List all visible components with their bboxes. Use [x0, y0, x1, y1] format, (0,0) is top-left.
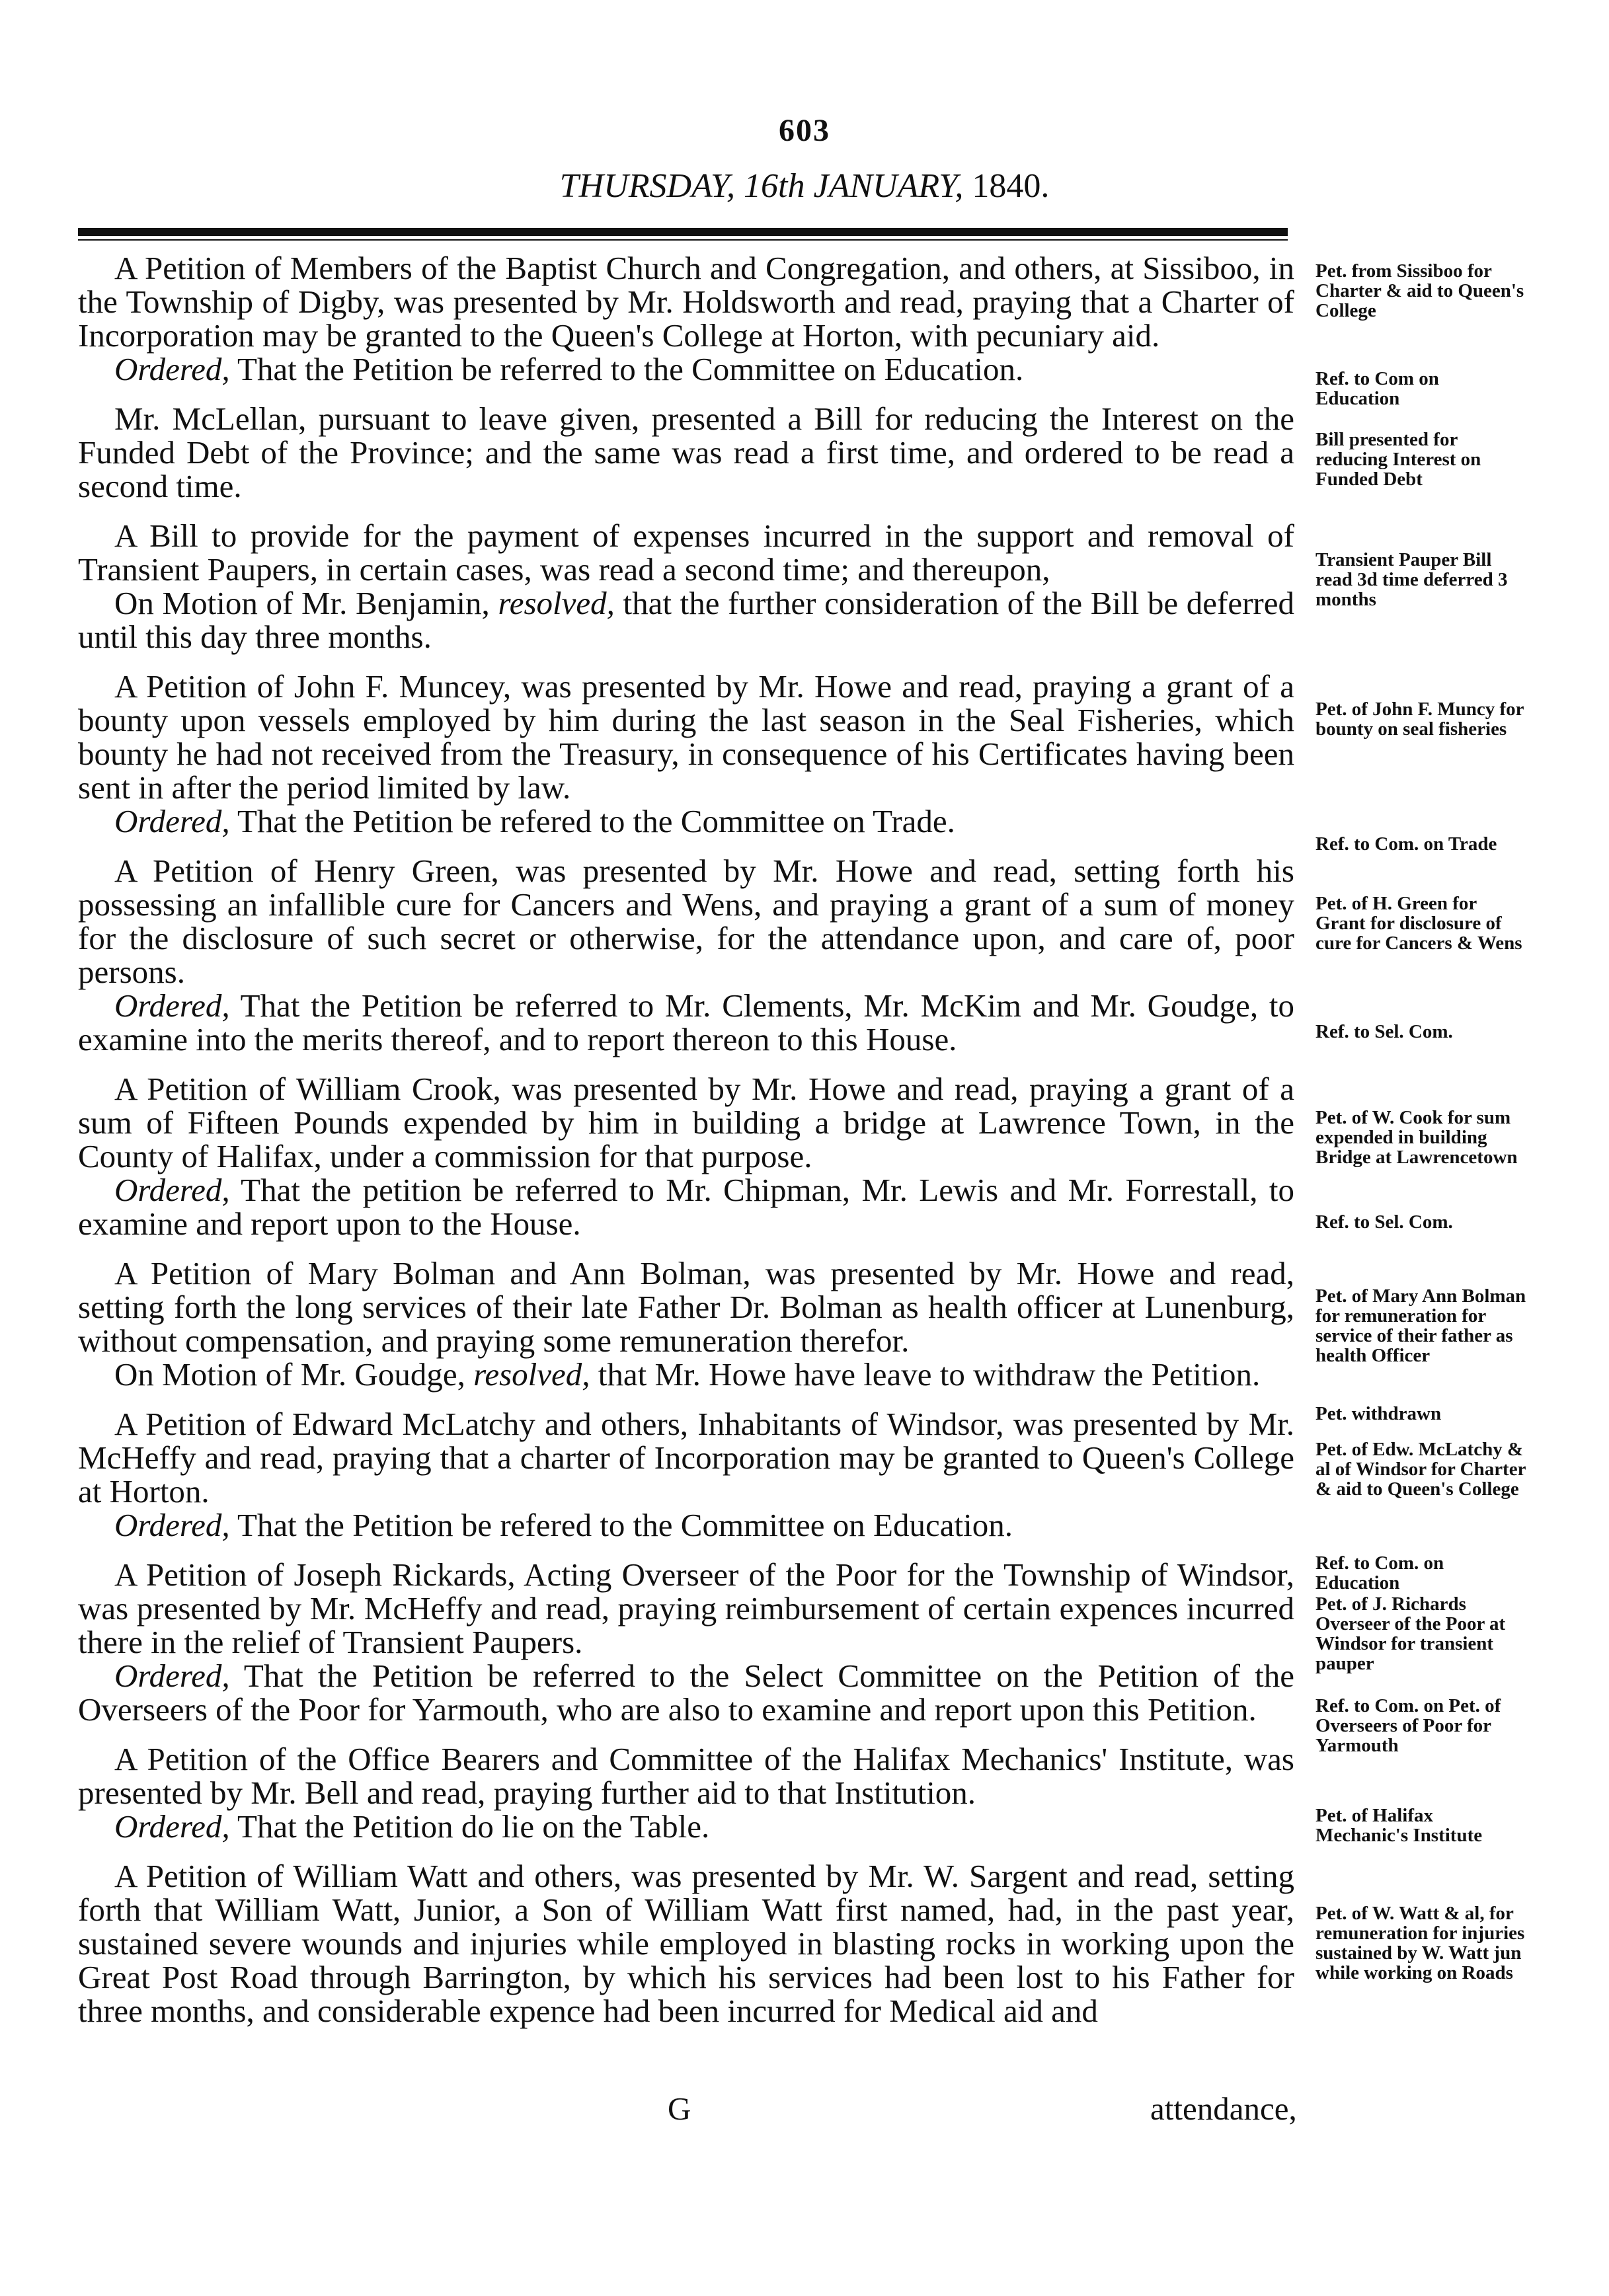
entry-text: A Petition of Edward McLatchy and others, Inhabitants of Windsor, was presented by Mr. McHeffy and read, praying that a charter of Incorporation may be granted to Queen's College at Horton. — [78, 1406, 1294, 1510]
main-text — [78, 251, 1294, 2044]
order-italic: resolved, — [498, 585, 615, 621]
entry — [78, 251, 1294, 386]
order-text: That the petition be referred to Mr. Chipman, Mr. Lewis and Mr. Forrestall, to examine and report upon to the House. — [78, 1172, 1294, 1242]
entry — [78, 1742, 1294, 1843]
entry — [78, 519, 1294, 654]
page-date — [0, 167, 1609, 206]
order-italic: resolved, — [473, 1356, 590, 1393]
order-text: That the Petition do lie on the Table. — [229, 1808, 710, 1845]
header-rule-thin — [78, 239, 1288, 241]
entry-text: A Petition of Henry Green, was presented by Mr. Howe and read, setting forth his possessing an infallible cure for Cancers and Wens, and praying a grant of a sum of money for the disclosure of such secret or otherwise, for the attendance upon, and care of, poor persons. — [78, 853, 1294, 990]
entry-text: Mr. McLellan, pursuant to leave given, presented a Bill for reducing the Interest on the Funded Debt of the Province; and the same was read a first time, and ordered to be read a second time. — [78, 401, 1294, 504]
margin-note: Pet. of J. Richards Overseer of the Poor at Windsor for transient pauper — [1315, 1593, 1506, 1674]
margin-note: Pet. of John F. Muncy for bounty on seal fisheries — [1315, 699, 1524, 740]
entry — [78, 1072, 1294, 1241]
order-lead: Ordered, — [114, 1658, 230, 1694]
entry-order — [78, 804, 1294, 838]
entry-order — [78, 1810, 1294, 1843]
date-year: 1840. — [972, 167, 1050, 205]
entry — [78, 402, 1294, 503]
order-lead: Ordered, — [114, 1172, 230, 1208]
entry-text: A Petition of Members of the Baptist Church and Congregation, and others, at Sissiboo, in the Township of Digby, was presented by Mr. Holdsworth and read, praying that a Charter of Incorporation may be granted to the Queen's College at Horton, with pecuniary aid. — [78, 250, 1294, 354]
entry — [78, 1256, 1294, 1391]
order-lead: Ordered, — [114, 1808, 230, 1845]
entry-order — [78, 1508, 1294, 1542]
entry — [78, 1407, 1294, 1542]
margin-note: Bill presented for reducing Interest on Funded Debt — [1315, 429, 1481, 490]
entry-order — [78, 586, 1294, 654]
entry — [78, 670, 1294, 838]
margin-note: Pet. withdrawn — [1315, 1403, 1442, 1424]
entry — [78, 854, 1294, 1056]
order-lead: Ordered, — [114, 351, 230, 387]
order-text: that the further consideration of the Bill be deferred until this day three months. — [78, 585, 1294, 655]
entry-order — [78, 989, 1294, 1056]
order-lead: On Motion of Mr. Benjamin, — [114, 585, 490, 621]
margin-note: Pet. of H. Green for Grant for disclosure of cure for Cancers & Wens — [1315, 893, 1522, 954]
entry-text: A Petition of William Watt and others, was presented by Mr. W. Sargent and read, setting forth that William Watt, Junior, a Son of William Watt first named, had, in the past year, sustained severe wounds and injuries while employed in blasting rocks in working upon the Great Post Road through Barrington, by which his services had been lost to his Father for three months, and considerable expence had been incurred for Medical aid and — [78, 1858, 1294, 2029]
order-text: That the Petition be refered to the Committee on Education. — [229, 1507, 1013, 1543]
order-text: That the Petition be referred to the Select Committee on the Petition of the Overseers of the Poor for Yarmouth, who are also to examine and report upon this Petition. — [78, 1658, 1294, 1728]
entry-text: A Petition of Joseph Rickards, Acting Overseer of the Poor for the Township of Windsor, was presented by Mr. McHeffy and read, praying reimbursement of certain expences incurred there in the relief of Transient Paupers. — [78, 1556, 1294, 1660]
margin-note: Ref. to Sel. Com. — [1315, 1021, 1453, 1042]
entry-order — [78, 352, 1294, 386]
margin-note: Ref. to Com on Education — [1315, 368, 1439, 409]
header-rule — [78, 228, 1288, 236]
page-number: 603 — [779, 113, 830, 148]
entry-text: A Bill to provide for the payment of expenses incurred in the support and removal of Transient Paupers, in certain cases, was read a second time; and thereupon, — [78, 517, 1294, 588]
entry — [78, 1558, 1294, 1726]
date-day: THURSDAY, 16th JANUARY, — [559, 167, 964, 205]
margin-note: Ref. to Com. on Education — [1315, 1552, 1444, 1593]
margin-note: Ref. to Com. on Trade — [1315, 833, 1497, 855]
entry-order — [78, 1659, 1294, 1726]
entry-text: A Petition of William Crook, was presented by Mr. Howe and read, praying a grant of a sum of Fifteen Pounds expended by him in building a bridge at Lawrence Town, in the County of Halifax, under a commission for that purpose. — [78, 1071, 1294, 1174]
order-lead: On Motion of Mr. Goudge, — [114, 1356, 465, 1393]
order-text: that Mr. Howe have leave to withdraw the Petition. — [590, 1356, 1261, 1393]
order-text: That the Petition be referred to Mr. Clements, Mr. McKim and Mr. Goudge, to examine into the merits thereof, and to report thereon to this House. — [78, 987, 1294, 1057]
margin-note: Ref. to Com. on Pet. of Overseers of Poor for Yarmouth — [1315, 1695, 1501, 1756]
entry-order — [78, 1173, 1294, 1241]
margin-note: Pet. of W. Cook for sum expended in building Bridge at Lawrencetown — [1315, 1107, 1518, 1168]
margin-note: Ref. to Sel. Com. — [1315, 1211, 1453, 1233]
catchword: attendance, — [1150, 2090, 1297, 2127]
order-lead: Ordered, — [114, 803, 230, 839]
entry-text: A Petition of John F. Muncey, was presented by Mr. Howe and read, praying a grant of a bounty upon vessels employed by him during the last season in the Seal Fisheries, which bounty he had not received from the Treasury, in consequence of his Certificates having been sent in after the period limited by law. — [78, 668, 1294, 806]
margin-note: Transient Pauper Bill read 3d time deferred 3 months — [1315, 549, 1508, 610]
margin-note: Pet. of W. Watt & al, for remuneration for injuries sustained by W. Watt jun while working on Roads — [1315, 1903, 1525, 1983]
margin-note: Pet. of Mary Ann Bolman for remuneration for service of their father as health Officer — [1315, 1285, 1526, 1366]
order-lead: Ordered, — [114, 987, 230, 1024]
order-text: That the Petition be refered to the Committee on Trade. — [229, 803, 955, 839]
entry — [78, 1859, 1294, 2028]
entry-text: A Petition of the Office Bearers and Committee of the Halifax Mechanics' Institute, was presented by Mr. Bell and read, praying further aid to that Institution. — [78, 1741, 1294, 1811]
entry-text: A Petition of Mary Bolman and Ann Bolman, was presented by Mr. Howe and read, setting forth the long services of their late Father Dr. Bolman as health officer at Lunenburg, without compensation, and praying some remuneration therefor. — [78, 1255, 1294, 1359]
margin-note: Pet. of Edw. McLatchy & al of Windsor for Charter & aid to Queen's College — [1315, 1439, 1526, 1500]
order-lead: Ordered, — [114, 1507, 230, 1543]
signature-mark: G — [668, 2090, 691, 2127]
entry-order — [78, 1358, 1294, 1391]
margin-note: Pet. from Sissiboo for Charter & aid to Queen's College — [1315, 260, 1524, 321]
margin-note: Pet. of Halifax Mechanic's Institute — [1315, 1805, 1483, 1846]
order-text: That the Petition be referred to the Committee on Education. — [229, 351, 1024, 387]
